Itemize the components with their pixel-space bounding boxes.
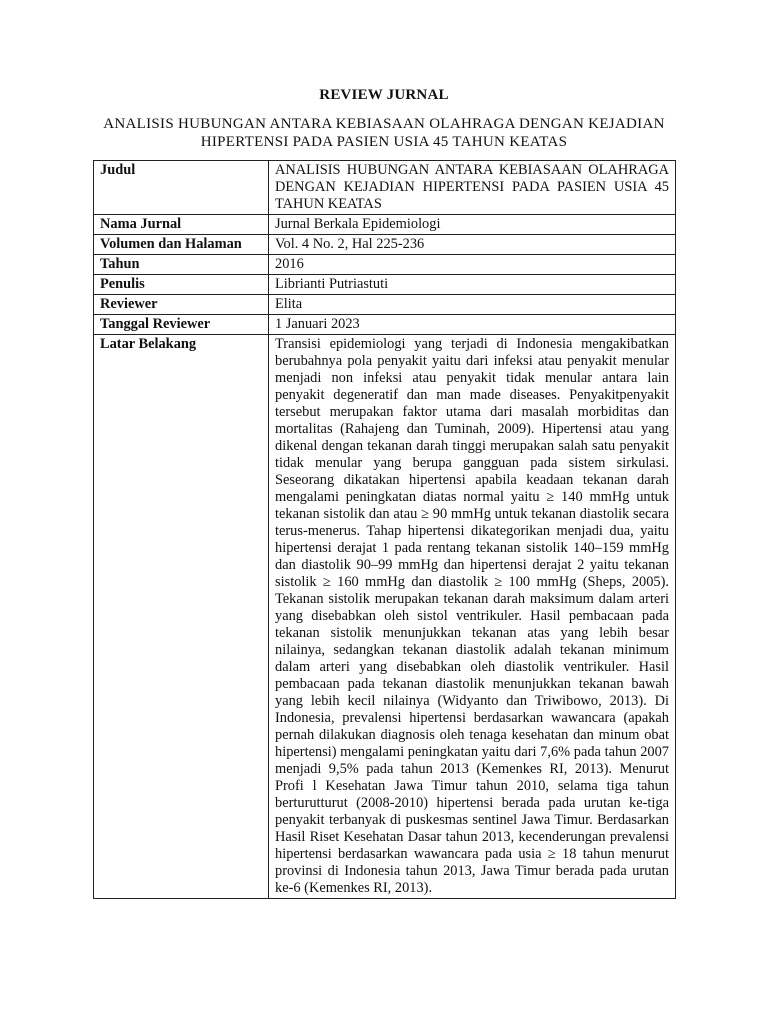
row-label: Tanggal Reviewer xyxy=(94,315,269,335)
document-subtitle: ANALISIS HUBUNGAN ANTARA KEBIASAAN OLAHRAGA DENGAN KEJADIAN HIPERTENSI PADA PASIEN USIA 45 TAHUN KEATAS xyxy=(103,116,665,150)
table-row-tanggal-reviewer xyxy=(94,315,676,335)
table-row-latar-belakang xyxy=(94,335,676,899)
document-heading: REVIEW JURNAL xyxy=(319,87,449,103)
row-value: 1 Januari 2023 xyxy=(269,315,676,335)
row-value: 2016 xyxy=(269,255,676,275)
table-row-tahun xyxy=(94,255,676,275)
row-label: Penulis xyxy=(94,275,269,295)
row-label: Volumen dan Halaman xyxy=(94,235,269,255)
review-table xyxy=(93,160,676,899)
row-value: Vol. 4 No. 2, Hal 225-236 xyxy=(269,235,676,255)
row-value: Librianti Putriastuti xyxy=(269,275,676,295)
row-value: ANALISIS HUBUNGAN ANTARA KEBIASAAN OLAHRAGA DENGAN KEJADIAN HIPERTENSI PADA PASIEN USIA 45 TAHUN KEATAS xyxy=(269,161,676,215)
row-label: Latar Belakang xyxy=(94,335,269,899)
table-row-judul xyxy=(94,161,676,215)
table-row-penulis xyxy=(94,275,676,295)
row-label: Reviewer xyxy=(94,295,269,315)
row-label: Tahun xyxy=(94,255,269,275)
row-value: Elita xyxy=(269,295,676,315)
table-row-volumen-halaman xyxy=(94,235,676,255)
table-row-nama-jurnal xyxy=(94,215,676,235)
row-value: Transisi epidemiologi yang terjadi di Indonesia mengakibatkan berubahnya pola penyakit yaitu dari infeksi atau penyakit menular menjadi non infeksi atau penyakit tidak menular antara lain penyakit degeneratif dan man made diseases. Penyakitpenyakit tersebut merupakan faktor utama dari masalah morbiditas dan mortalitas (Rahajeng dan Tuminah, 2009). Hipertensi atau yang dikenal dengan tekanan darah tinggi merupakan salah satu penyakit tidak menular yang berupa gangguan pada sistem sirkulasi. Seseorang dikatakan hipertensi apabila keadaan tekanan darah mengalami peningkatan diatas normal yaitu ≥ 140 mmHg untuk tekanan sistolik dan atau ≥ 90 mmHg untuk tekanan diastolik secara terus-menerus. Tahap hipertensi dikategorikan menjadi dua, yaitu hipertensi derajat 1 pada rentang tekanan sistolik 140–159 mmHg dan diastolik 90–99 mmHg dan hipertensi derajat 2 yaitu tekanan sistolik ≥ 160 mmHg dan diastolik ≥ 100 mmHg (Sheps, 2005). Tekanan sistolik merupakan tekanan darah maksimum dalam arteri yang disebabkan oleh sistol ventrikuler. Hasil pembacaan pada tekanan sistolik menunjukkan tekanan atas yang lebih besar nilainya, sedangkan tekanan diastolik adalah tekanan minimum dalam arteri yang disebabkan oleh diastolik ventrikuler. Hasil pembacaan pada tekanan diastolik menunjukkan tekanan bawah yang lebih kecil nilainya (Widyanto dan Triwibowo, 2013). Di Indonesia, prevalensi hipertensi berdasarkan wawancara (apakah pernah dilakukan diagnosis oleh tenaga kesehatan dan minum obat hipertensi) mengalami peningkatan yaitu dari 7,6% pada tahun 2007 menjadi 9,5% pada tahun 2013 (Kemenkes RI, 2013). Menurut Profi l Kesehatan Jawa Timur tahun 2010, selama tiga tahun berturutturut (2008-2010) hipertensi berada pada urutan ke-tiga penyakit terbanyak di puskesmas sentinel Jawa Timur. Berdasarkan Hasil Riset Kesehatan Dasar tahun 2013, kecenderungan prevalensi hipertensi berdasarkan wawancara pada usia ≥ 18 tahun menurut provinsi di Indonesia tahun 2013, Jawa Timur berada pada urutan ke-6 (Kemenkes RI, 2013). xyxy=(269,335,676,899)
row-value: Jurnal Berkala Epidemiologi xyxy=(269,215,676,235)
row-label: Judul xyxy=(94,161,269,215)
row-label: Nama Jurnal xyxy=(94,215,269,235)
table-row-reviewer xyxy=(94,295,676,315)
